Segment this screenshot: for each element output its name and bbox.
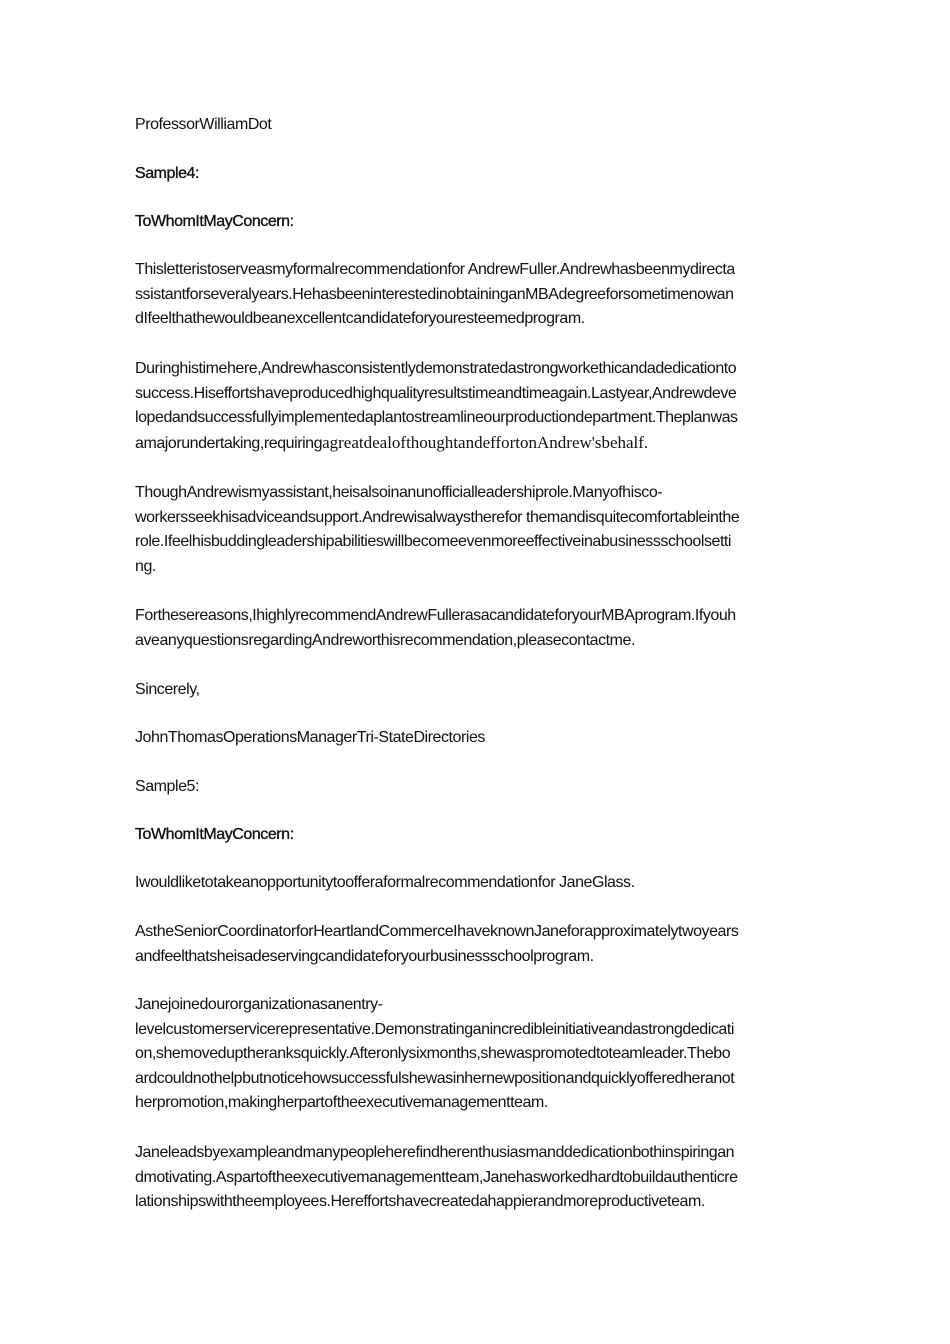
paragraph-line — [135, 431, 825, 457]
sample5-heading: Sample5: — [135, 778, 199, 795]
paragraph-line: dmotivating.Aspartoftheexecutivemanagementteam,Janehasworkedhardtobuildauthenticre — [135, 1168, 738, 1186]
paragraph-line: ng. — [135, 557, 156, 575]
paragraph-line: Forthesereasons,IhighlyrecommendAndrewFullerasacandidateforyourMBAprogram.Ifyouh — [135, 607, 736, 624]
paragraph-line: Janeleadsbyexampleandmanypeopleherefindherenthusiasmanddedicationbothinspiringan — [135, 1144, 735, 1161]
sample4-paragraph-3 — [135, 481, 825, 579]
paragraph-line: Thisletteristoserveasmyformalrecommendationfor AndrewFuller.Andrewhasbeenmydirecta — [135, 261, 735, 278]
sample4-signature: JohnThomasOperationsManagerTri-StateDirectories — [135, 729, 485, 746]
paragraph-line-serif-part: agreatdealofthoughtandeffortonAndrew'sbehalf. — [322, 432, 649, 452]
sample4-paragraph-1 — [135, 258, 825, 332]
paragraph-line: dIfeelthathewouldbeanexcellentcandidateforyouresteemedprogram. — [135, 310, 585, 328]
sample5-paragraph-2 — [135, 920, 825, 969]
paragraph-line: lopedandsuccessfullyimplementedaplantostreamlineourproductiondepartment.Theplanwas — [135, 409, 738, 427]
sample4-heading: Sample4: — [135, 165, 199, 182]
sample4-closing: Sincerely, — [135, 681, 200, 698]
paragraph-line: success.Hiseffortshaveproducedhighqualityresultstimeandtimeagain.Lastyear,Andrewdeve — [135, 384, 737, 402]
sample5-paragraph-1 — [135, 871, 825, 896]
sample4-paragraph-4 — [135, 604, 825, 653]
sample4-paragraph-2 — [135, 357, 825, 456]
paragraph-line: aveanyquestionsregardingAndreworthisrecommendation,pleasecontactme. — [135, 631, 635, 649]
sample5-paragraph-3 — [135, 993, 825, 1116]
paragraph-line: on,shemoveduptheranksquickly.Afteronlysixmonths,shewaspromotedtoteamleader.Thebo — [135, 1045, 731, 1063]
paragraph-line: Iwouldliketotakeanopportunitytoofferaformalrecommendationfor JaneGlass. — [135, 874, 635, 891]
sample5-salutation: ToWhomItMayConcern: — [135, 826, 294, 843]
paragraph-line: Duringhistimehere,Andrewhasconsistentlydemonstratedastrongworkethicandadedicationto — [135, 360, 737, 377]
paragraph-line: Janejoinedourorganizationasanentry- — [135, 996, 383, 1013]
paragraph-line: lationshipswiththeemployees.Hereffortshavecreatedahappierandmoreproductiveteam. — [135, 1193, 705, 1211]
paragraph-line: herpromotion,makingherpartoftheexecutivemanagementteam. — [135, 1094, 548, 1112]
sample5-paragraph-4 — [135, 1141, 825, 1215]
paragraph-line-sans-part: amajorundertaking,requiring — [135, 434, 323, 452]
paragraph-line: levelcustomerservicerepresentative.Demonstratinganincredibleinitiativeandastrongdedicati — [135, 1020, 734, 1038]
paragraph-line: role.Ifeelhisbuddingleadershipabilitieswillbecomeevenmoreeffectiveinabusinessschoolsetti — [135, 533, 732, 551]
previous-signoff: ProfessorWilliamDot — [135, 116, 272, 133]
paragraph-line: AstheSeniorCoordinatorforHeartlandCommerceIhaveknownJaneforapproximatelytwoyears — [135, 923, 739, 940]
paragraph-line: andfeelthatsheisadeservingcandidateforyourbusinessschoolprogram. — [135, 947, 594, 965]
paragraph-line: workersseekhisadviceandsupport.Andrewisalwaystherefor themandisquitecomfortableinthe — [135, 508, 740, 526]
paragraph-line: ssistantforseveralyears.HehasbeeninterestedinobtaininganMBAdegreeforsometimenowan — [135, 285, 734, 303]
paragraph-line: ardcouldnothelpbutnoticehowsuccessfulshewasinhernewpositionandquicklyofferedheranot — [135, 1069, 735, 1087]
sample4-salutation: ToWhomItMayConcern: — [135, 213, 294, 230]
paragraph-line: ThoughAndrewismyassistant,heisalsoinanunofficialleadershiprole.Manyofhisco- — [135, 484, 663, 501]
